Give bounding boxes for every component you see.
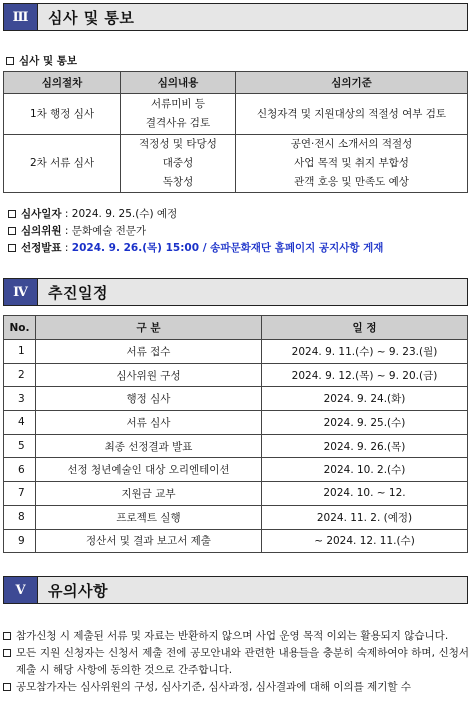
review-content [121,135,236,193]
schedule-item: 선정 청년예술인 대상 오리엔테이션 [36,458,262,482]
schedule-date: 2024. 9. 11.(수) ~ 9. 23.(월) [262,340,468,364]
checkbox-icon [3,649,11,657]
note-item [3,628,469,645]
note-text: 참가신청 시 제출된 서류 및 자료는 반환하지 않으며 사업 운영 목적 이외는 활용되지 않습니다. [16,630,449,642]
schedule-item: 지원금 교부 [36,482,262,506]
row-number: 3 [4,387,36,411]
content-line: 결격사유 검토 [145,117,211,129]
column-header: 심의절차 [4,72,121,94]
schedule-item: 심사위원 구성 [36,363,262,387]
schedule-item: 서류 접수 [36,340,262,364]
subsection-title [6,53,77,68]
schedule-date: 2024. 10. 2.(수) [262,458,468,482]
row-number: 1 [4,340,36,364]
column-header: 심의내용 [121,72,236,94]
schedule-date: 2024. 9. 26.(목) [262,434,468,458]
note-text: 공모참가자는 심사위원의 구성, 심사기준, 심사과정, 심사결과에 대해 이의를 제기할 수 [16,681,412,693]
review-content [121,94,236,135]
schedule-date: 2024. 11. 2. (예정) [262,505,468,529]
note-item [3,679,469,696]
column-header: 심의기준 [236,72,468,94]
table-header-row [4,316,468,340]
note-item [3,645,469,679]
schedule-item: 프로젝트 실행 [36,505,262,529]
row-number: 7 [4,482,36,506]
column-header: 일 정 [262,316,468,340]
criteria-line: 관객 호응 및 만족도 예상 [294,176,409,188]
row-number: 4 [4,411,36,435]
section-header-notes [3,576,468,604]
table-row [4,458,468,482]
info-label: 심의위원 [21,225,62,237]
schedule-date: 2024. 9. 25.(수) [262,411,468,435]
content-line: 서류미비 등 [150,98,206,110]
content-line: 적정성 및 타당성 [139,138,217,150]
section-title: 추진일정 [48,283,108,302]
row-number: 6 [4,458,36,482]
schedule-item: 최종 선정결과 발표 [36,434,262,458]
info-review-date [8,206,177,221]
checkbox-icon [8,227,16,235]
column-header: No. [4,316,36,340]
row-number: 8 [4,505,36,529]
info-value-highlight: 2024. 9. 26.(목) 15:00 / 송파문화재단 홈페이지 공지사항 게재 [71,242,384,254]
table-row [4,505,468,529]
section-number: Ⅴ [4,577,38,603]
schedule-date: 2024. 9. 12.(목) ~ 9. 20.(금) [262,363,468,387]
section-title: 심사 및 통보 [48,8,135,27]
review-table [3,71,468,193]
info-reviewers [8,223,146,238]
note-text: 모든 지원 신청자는 신청서 제출 전에 공모안내와 관련한 내용들을 충분히 숙제하여야 하며, 신청서 제출 시 해당 사항에 동의한 것으로 간주합니다. [16,647,469,676]
content-line: 독창성 [162,176,194,188]
criteria-line: 사업 목적 및 취지 부합성 [294,157,409,169]
row-number: 2 [4,363,36,387]
section-header-review [3,3,468,31]
info-label: 선정발표 [21,242,62,254]
schedule-date: 2024. 10. ~ 12. [262,482,468,506]
section-number: Ⅲ [4,4,38,30]
table-row [4,340,468,364]
review-criteria [236,135,468,193]
section-header-schedule [3,278,468,306]
info-label: 심사일자 [21,208,62,220]
criteria-line: 공연·전시 소개서의 적절성 [290,138,413,150]
review-criteria [236,94,468,135]
info-announcement [8,240,383,255]
table-row [4,135,468,193]
schedule-date: ~ 2024. 12. 11.(수) [262,529,468,553]
checkbox-icon [3,632,11,640]
section-title: 유의사항 [48,581,108,600]
checkbox-icon [8,244,16,252]
info-separator: : [61,225,72,237]
schedule-item: 행정 심사 [36,387,262,411]
table-row [4,529,468,553]
table-row [4,94,468,135]
schedule-table [3,315,468,553]
review-step: 2차 서류 심사 [4,135,121,193]
column-header: 구 분 [36,316,262,340]
criteria-line: 신청자격 및 지원대상의 적절성 여부 검토 [256,107,447,120]
row-number: 5 [4,434,36,458]
schedule-item: 정산서 및 결과 보고서 제출 [36,529,262,553]
table-row [4,411,468,435]
subsection-label: 심사 및 통보 [19,55,78,67]
table-row [4,482,468,506]
schedule-date: 2024. 9. 24.(화) [262,387,468,411]
checkbox-icon [3,683,11,691]
info-separator: : [61,208,72,220]
notes-list [3,628,469,696]
checkbox-icon [8,210,16,218]
table-row [4,434,468,458]
table-row [4,387,468,411]
review-step: 1차 행정 심사 [4,94,121,135]
checkbox-icon [6,57,14,65]
info-separator: : [61,242,72,254]
info-value: 2024. 9. 25.(수) 예정 [71,208,178,220]
table-header-row [4,72,468,94]
info-value: 문화예술 전문가 [71,225,147,237]
section-number: Ⅳ [4,279,38,305]
row-number: 9 [4,529,36,553]
content-line: 대중성 [162,157,194,169]
table-row [4,363,468,387]
schedule-item: 서류 심사 [36,411,262,435]
